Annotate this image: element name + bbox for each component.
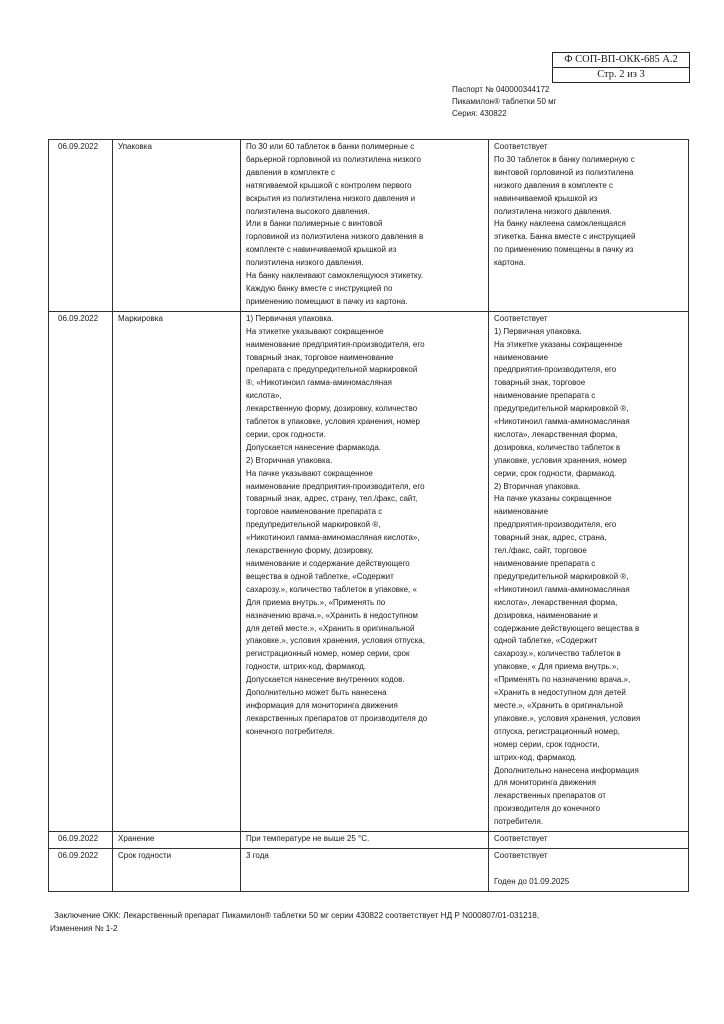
result-line: Годен до 01.09.2025 — [494, 876, 570, 886]
result-line: упаковке, « Для приема внутрь.», — [494, 662, 619, 672]
result-line: одной таблетке, «Содержит — [494, 636, 598, 646]
result-line: низкого давления в комплекте с — [494, 180, 614, 190]
result-cell — [489, 832, 689, 849]
indicator-cell: Упаковка — [113, 140, 241, 312]
indicator-cell: Маркировка — [113, 311, 241, 831]
requirement-line: При температуре не выше 25 °С. — [246, 834, 370, 844]
requirement-line: упаковке.», условия хранения, условия отпуска, — [246, 636, 425, 646]
passport-info — [452, 84, 557, 120]
requirement-line: для детей месте.», «Хранить в оригинальной — [246, 623, 415, 633]
requirement-line: 2) Вторичная упаковка. — [246, 455, 333, 465]
result-line: навинчиваемой крышкой из — [494, 193, 598, 203]
result-line: дозировка, количество таблеток в — [494, 442, 621, 452]
requirement-line: Для приема внутрь.», «Применять по — [246, 597, 386, 607]
page-number: Стр. 2 из 3 — [553, 67, 689, 82]
product-name: Пикамилон® таблетки 50 мг — [452, 97, 557, 106]
result-line: упаковке, условия хранения, номер — [494, 455, 627, 465]
requirement-cell — [241, 832, 489, 849]
requirement-cell — [241, 140, 489, 312]
result-cell — [489, 311, 689, 831]
requirement-line: «Никотиноил гамма-аминомасляная кислота», — [246, 533, 420, 543]
requirement-line: товарный знак, адрес, страну, тел./факс, сайт, — [246, 494, 418, 504]
result-line: Дополнительно нанесена информация — [494, 765, 639, 775]
date-cell: 06.09.2022 — [49, 848, 113, 891]
requirement-line: торговое наименование препарата с — [246, 507, 383, 517]
requirement-line: На пачке указывают сокращенное — [246, 468, 373, 478]
result-line: «Никотиноил гамма-аминомасляная — [494, 584, 630, 594]
result-line: для мониторинга движения — [494, 778, 596, 788]
conclusion-amendments: Изменения № 1-2 — [50, 924, 118, 933]
requirement-line: ®, «Никотиноил гамма-аминомасляная — [246, 378, 392, 388]
result-line: Соответствует — [494, 834, 548, 844]
result-line: На этикетке указаны сокращенное — [494, 339, 623, 349]
requirement-line: назначению врача.», «Хранить в недоступном — [246, 610, 418, 620]
result-line: наименование препарата с — [494, 391, 596, 401]
result-line: этикетка. Банка вместе с инструкцией — [494, 232, 636, 242]
requirement-line: наименование предприятия-производителя, его — [246, 481, 425, 491]
requirement-line: наименование и содержание действующего — [246, 559, 410, 568]
result-line: содержание действующего вещества в — [494, 623, 640, 633]
result-line: 1) Первичная упаковка. — [494, 326, 582, 336]
result-line: лекарственных препаратов от — [494, 791, 606, 801]
result-line: штрих-код, фармакод. — [494, 752, 577, 762]
passport-number: Паспорт № 040000344172 — [452, 85, 550, 94]
result-line: дозировка, наименование и — [494, 610, 598, 620]
result-line: товарный знак, торговое — [494, 378, 586, 388]
requirement-line: Дополнительно может быть нанесена — [246, 688, 387, 698]
result-line: серии, срок годности, фармакод. — [494, 468, 617, 478]
result-line: предупредительной маркировкой ®, — [494, 571, 629, 581]
series-number: Серия: 430822 — [452, 109, 507, 118]
requirement-line: кислота», — [246, 391, 282, 401]
requirement-line: Допускается нанесение фармакода. — [246, 442, 382, 452]
date-cell: 06.09.2022 — [49, 311, 113, 831]
requirement-line: серии, срок годности. — [246, 429, 326, 439]
requirement-line: информация для мониторинга движения — [246, 700, 398, 710]
result-line: «Никотиноил гамма-аминомасляная — [494, 417, 630, 427]
requirement-line: давления в комплекте с — [246, 167, 336, 177]
result-line: Соответствует — [494, 313, 548, 323]
result-line: наименование — [494, 352, 549, 362]
result-line: отпуска, регистрационный номер, — [494, 726, 620, 736]
result-line: Соответствует — [494, 142, 548, 151]
conclusion-text: Заключение ОКК: Лекарственный препарат Пикамилон® таблетки 50 мг серии 430822 соответствует НД Р N000807/01-031218, — [54, 911, 540, 920]
form-code-box — [552, 52, 690, 83]
result-line: сахарозу.», количество таблеток в — [494, 649, 621, 659]
result-line: «Применять по назначению врача.», — [494, 675, 631, 685]
requirement-line: барьерной горловиной из полиэтилена низкого — [246, 154, 421, 164]
result-line: месте.», «Хранить в оригинальной — [494, 700, 623, 710]
result-line: На банку наклеена самоклеящаяся — [494, 219, 626, 229]
requirement-line: натягиваемой крышкой с контролем первого — [246, 180, 412, 190]
result-line: предупредительной маркировкой ®, — [494, 404, 629, 414]
requirement-line: конечного потребителя. — [246, 726, 335, 736]
result-line: потребителя. — [494, 817, 544, 827]
result-line: упаковке.», условия хранения, условия — [494, 713, 641, 723]
result-line: наименование — [494, 507, 549, 517]
result-line: На пачке указаны сокращенное — [494, 494, 612, 504]
conclusion — [50, 909, 670, 935]
result-line: винтовой горловиной из полиэтилена — [494, 167, 634, 177]
requirement-line: комплекте с навинчиваемой крышкой из — [246, 245, 397, 255]
requirement-cell — [241, 311, 489, 831]
requirement-line: 3 года — [246, 850, 269, 860]
requirement-line: препарата с предупредительной маркировкой — [246, 365, 418, 375]
table-row — [49, 832, 689, 849]
result-line: картона. — [494, 258, 526, 268]
requirement-line: товарный знак, торговое наименование — [246, 352, 394, 362]
result-line: кислота», лекарственная форма, — [494, 597, 618, 607]
requirement-line: предупредительной маркировкой ®, — [246, 520, 381, 530]
date-cell: 06.09.2022 — [49, 140, 113, 312]
requirement-line: горловиной из полиэтилена низкого давления в — [246, 232, 424, 242]
requirement-line: вскрытия из полиэтилена низкого давления и — [246, 193, 416, 203]
result-line: предприятия-производителя, его — [494, 365, 617, 375]
requirement-line: На банку наклеивают самоклеящуюся этикетку. — [246, 271, 424, 281]
requirement-line: регистрационный номер, номер серии, срок — [246, 649, 410, 659]
result-line: тел./факс, сайт, торговое — [494, 546, 587, 556]
requirement-line: наименование предприятия-производителя, его — [246, 339, 425, 349]
result-line: наименование препарата с — [494, 559, 596, 568]
requirement-line: На этикетке указывают сокращенное — [246, 326, 384, 336]
requirement-line: Или в банки полимерные с винтовой — [246, 219, 383, 229]
result-line: По 30 таблеток в банку полимерную с — [494, 154, 635, 164]
result-line: номер серии, срок годности, — [494, 739, 600, 749]
requirement-line: полиэтилена низкого давления. — [246, 258, 364, 268]
form-code: Ф СОП-ВП-ОКК-685 А.2 — [564, 54, 678, 65]
result-line: полиэтилена низкого давления. — [494, 206, 612, 216]
indicator-cell: Срок годности — [113, 848, 241, 891]
date-cell: 06.09.2022 — [49, 832, 113, 849]
requirement-line: полиэтилена высокого давления. — [246, 206, 370, 216]
requirement-line: По 30 или 60 таблеток в банки полимерные с — [246, 142, 415, 151]
requirement-line: 1) Первичная упаковка. — [246, 313, 334, 323]
table-row — [49, 140, 689, 312]
quality-control-table — [48, 139, 689, 892]
result-line: предприятия-производителя, его — [494, 520, 617, 530]
table-row — [49, 848, 689, 891]
requirement-line: лекарственную форму, дозировку, — [246, 546, 374, 556]
result-line: производителя до конечного — [494, 804, 601, 814]
requirement-line: лекарственных препаратов от производителя до — [246, 713, 428, 723]
requirement-line: сахарозу.», количество таблеток в упаковке, « — [246, 584, 417, 594]
requirement-cell — [241, 848, 489, 891]
result-cell — [489, 140, 689, 312]
requirement-line: годности, штрих-код, фармакод. — [246, 662, 366, 672]
requirement-line: таблеток в упаковке, условия хранения, номер — [246, 417, 420, 427]
result-line: Соответствует — [494, 850, 548, 860]
requirement-line: вещества в одной таблетке, «Содержит — [246, 571, 394, 581]
result-line: «Хранить в недоступном для детей — [494, 688, 626, 698]
requirement-line: Допускается нанесение внутренних кодов. — [246, 675, 405, 685]
table-row — [49, 311, 689, 831]
requirement-line: применению помещают в пачку из картона. — [246, 296, 408, 306]
result-cell — [489, 848, 689, 891]
result-line: кислота», лекарственная форма, — [494, 429, 618, 439]
result-line: по применению помещены в пачку из — [494, 245, 634, 255]
requirement-line: Каждую банку вместе с инструкцией по — [246, 283, 393, 293]
result-line: 2) Вторичная упаковка. — [494, 481, 581, 491]
result-line: товарный знак, адрес, страна, — [494, 533, 607, 543]
indicator-cell: Хранение — [113, 832, 241, 849]
result-spacer — [494, 863, 683, 876]
requirement-line: лекарственную форму, дозировку, количество — [246, 404, 418, 414]
